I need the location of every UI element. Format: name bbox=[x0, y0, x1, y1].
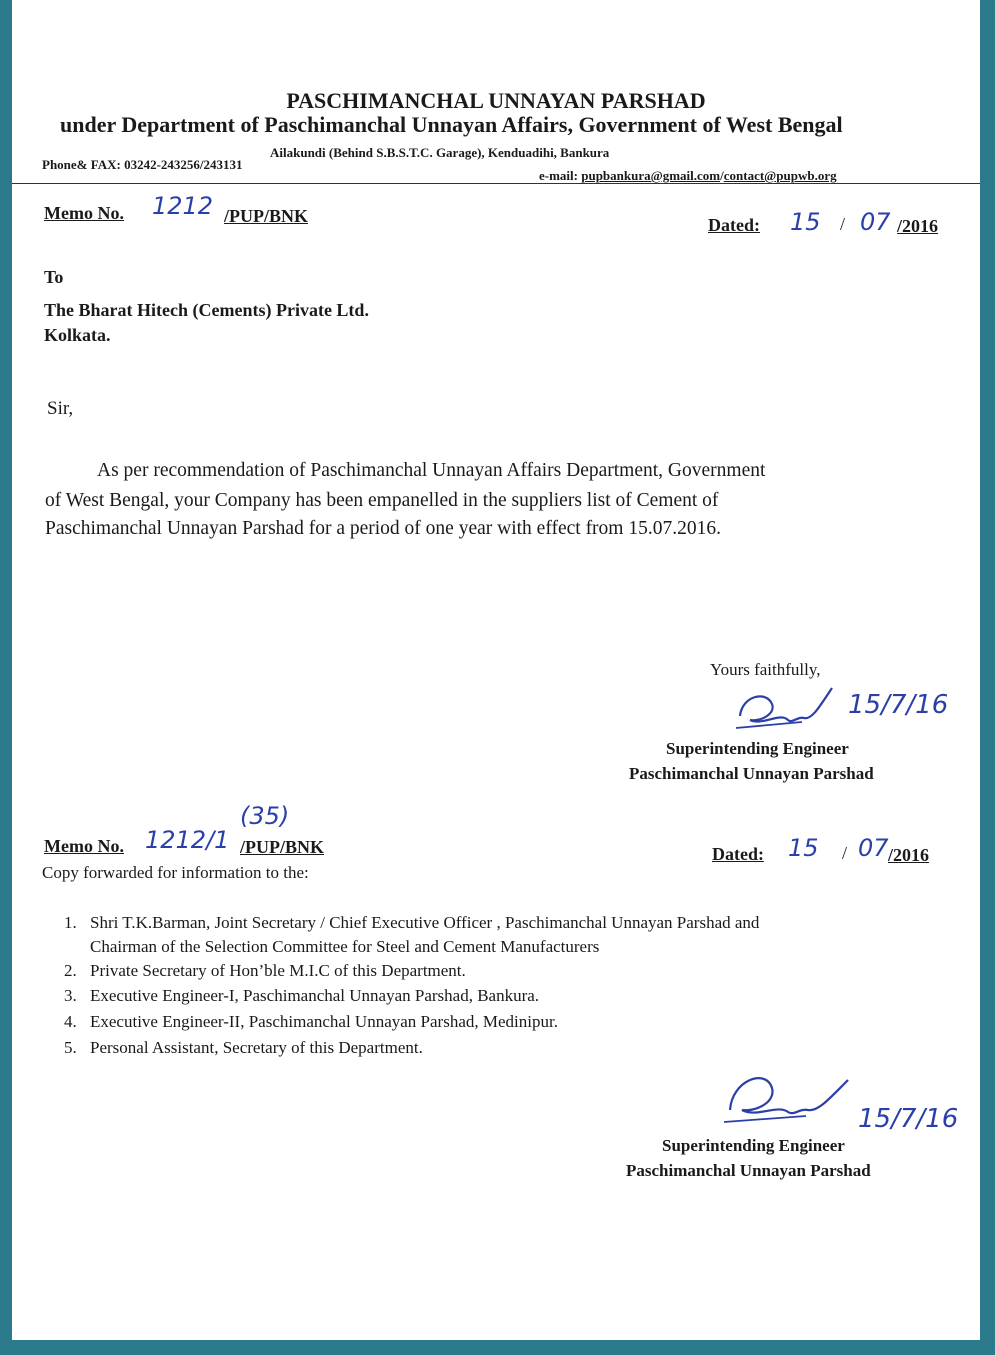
signature-2-date: 15/7/16 bbox=[858, 1104, 959, 1134]
signature-2-org: Paschimanchal Unnayan Parshad bbox=[626, 1161, 871, 1180]
to-label: To bbox=[44, 267, 64, 287]
department-line: under Department of Paschimanchal Unnayan Affairs, Government of West Bengal bbox=[60, 112, 843, 137]
distribution-num-3: 3. bbox=[64, 986, 77, 1005]
signature-1-scribble bbox=[732, 676, 842, 738]
distribution-item-3 bbox=[64, 986, 539, 1006]
email-line bbox=[539, 168, 837, 184]
signature-1-date: 15/7/16 bbox=[848, 690, 949, 720]
body-line-3: Paschimanchal Unnayan Parshad for a period of one year with effect from 15.07.2016. bbox=[45, 518, 721, 539]
email-separator: / bbox=[720, 168, 724, 183]
memo2-dated-label: Dated: bbox=[712, 844, 764, 864]
distribution-num-1: 1. bbox=[64, 913, 77, 932]
distribution-text-4: Executive Engineer-II, Paschimanchal Unnayan Parshad, Medinipur. bbox=[90, 1012, 558, 1031]
memo2-label: Memo No. bbox=[44, 836, 124, 856]
memo2-slash: / bbox=[842, 843, 848, 863]
memo2-count: (35) bbox=[240, 802, 290, 830]
copy-forwarded-line: Copy forwarded for information to the: bbox=[42, 863, 309, 882]
email-label: e-mail: bbox=[539, 168, 582, 183]
salutation: Sir, bbox=[47, 398, 74, 419]
org-name: PASCHIMANCHAL UNNAYAN PARSHAD bbox=[286, 88, 706, 113]
recipient-name: The Bharat Hitech (Cements) Private Ltd. bbox=[44, 300, 369, 320]
memo1-dated-label: Dated: bbox=[708, 215, 760, 235]
recipient-city: Kolkata. bbox=[44, 325, 111, 345]
distribution-text-1: Shri T.K.Barman, Joint Secretary / Chief Executive Officer , Paschimanchal Unnayan Parshad and bbox=[90, 913, 760, 932]
memo1-month: 07 bbox=[860, 208, 891, 236]
distribution-item-5 bbox=[64, 1038, 423, 1058]
signature-1-org: Paschimanchal Unnayan Parshad bbox=[629, 764, 874, 783]
distribution-num-5: 5. bbox=[64, 1038, 77, 1057]
closing: Yours faithfully, bbox=[710, 660, 821, 679]
memo1-number: 1212 bbox=[152, 192, 214, 220]
distribution-item-2 bbox=[64, 961, 466, 981]
letter-sheet bbox=[12, 0, 980, 1340]
memo1-day: 15 bbox=[790, 208, 821, 236]
body-line-2: of West Bengal, your Company has been empanelled in the suppliers list of Cement of bbox=[45, 490, 719, 511]
memo2-month: 07 bbox=[858, 834, 889, 862]
signature-1-title: Superintending Engineer bbox=[666, 739, 849, 758]
address: Ailakundi (Behind S.B.S.T.C. Garage), Kenduadihi, Bankura bbox=[270, 145, 610, 160]
memo2-year: /2016 bbox=[888, 845, 930, 865]
phone-fax: Phone& FAX: 03242-243256/243131 bbox=[42, 157, 243, 172]
distribution-text-3: Executive Engineer-I, Paschimanchal Unnayan Parshad, Bankura. bbox=[90, 986, 540, 1005]
distribution-text-2: Private Secretary of Hon’ble M.I.C of this Department. bbox=[90, 961, 466, 980]
memo1-label: Memo No. bbox=[44, 203, 124, 223]
memo1-year: /2016 bbox=[897, 216, 939, 236]
header-divider bbox=[12, 183, 980, 184]
memo2-day: 15 bbox=[788, 834, 819, 862]
memo1-suffix: /PUP/BNK bbox=[224, 206, 308, 226]
memo1-slash: / bbox=[840, 214, 846, 234]
body-line-1: As per recommendation of Paschimanchal Unnayan Affairs Department, Government bbox=[97, 460, 766, 481]
memo2-suffix: /PUP/BNK bbox=[240, 837, 324, 857]
distribution-item-1 bbox=[64, 913, 759, 933]
distribution-item-1-cont: Chairman of the Selection Committee for Steel and Cement Manufacturers bbox=[90, 937, 600, 956]
signature-2-title: Superintending Engineer bbox=[662, 1136, 845, 1155]
email-link-2[interactable]: contact@pupwb.org bbox=[723, 168, 837, 183]
signature-2-scribble bbox=[720, 1058, 860, 1134]
email-link-1[interactable]: pupbankura@gmail.com bbox=[581, 168, 721, 183]
distribution-num-2: 2. bbox=[64, 961, 77, 980]
distribution-text-5: Personal Assistant, Secretary of this Department. bbox=[90, 1038, 423, 1057]
distribution-num-4: 4. bbox=[64, 1012, 77, 1031]
distribution-item-4 bbox=[64, 1012, 558, 1032]
memo2-number: 1212/1 bbox=[145, 826, 230, 854]
